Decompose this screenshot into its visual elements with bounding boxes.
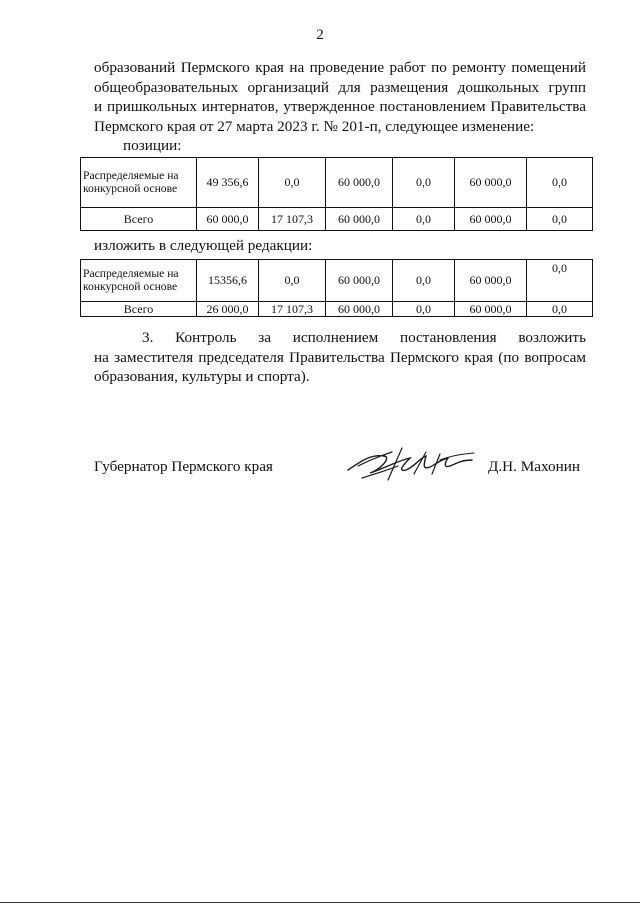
handwritten-signature (340, 440, 475, 490)
intro-line: общеобразовательных организаций для размещения дошкольных групп (94, 78, 586, 96)
intro-line: и пришкольных интернатов, утвержденное постановлением Правительства (94, 98, 586, 115)
table-cell: 17 107,3 (259, 208, 326, 231)
new-edition-label: изложить в следующей редакции: (94, 237, 313, 254)
table-cell: 60 000,0 (455, 208, 527, 231)
table-row (81, 208, 593, 231)
table-cell: Всего (81, 302, 197, 317)
positions-label: позиции: (123, 137, 182, 154)
table-row (81, 260, 593, 302)
point-3-line: образования, культуры и спорта). (94, 368, 310, 385)
point-3-line: 3. Контроль за исполнением постановления возложить (142, 329, 586, 346)
table-cell: 0,0 (527, 302, 593, 317)
page-number: 2 (316, 27, 324, 43)
table-cell: 60 000,0 (326, 158, 393, 208)
table-cell: Распределяемые на конкурсной основе (81, 158, 197, 208)
table-new-edition (80, 259, 593, 317)
table-old-positions (80, 157, 593, 231)
intro-line: Пермского края от 27 марта 2023 г. № 201-п, следующее изменение: (94, 117, 535, 135)
table-cell: 0,0 (393, 208, 455, 231)
point-3-paragraph (94, 328, 586, 387)
signatory-title: Губернатор Пермского края (94, 458, 273, 475)
table-cell: 26 000,0 (197, 302, 259, 317)
point-3-line: на заместителя председателя Правительства Пермского края (по вопросам (94, 348, 586, 366)
table-cell: 60 000,0 (455, 158, 527, 208)
page-bottom-border (0, 902, 640, 903)
table-cell: 0,0 (393, 260, 455, 302)
signatory-name: Д.Н. Махонин (488, 458, 580, 475)
table-cell: 60 000,0 (455, 260, 527, 302)
table-cell: 15356,6 (197, 260, 259, 302)
table-cell: 0,0 (393, 302, 455, 317)
table-cell: 60 000,0 (326, 260, 393, 302)
table-row (81, 302, 593, 317)
table-cell: 17 107,3 (259, 302, 326, 317)
table-cell: 49 356,6 (197, 158, 259, 208)
table-cell: 0,0 (527, 158, 593, 208)
table-cell: 0,0 (259, 158, 326, 208)
table-cell: Распределяемые на конкурсной основе (81, 260, 197, 302)
table-cell: Всего (81, 208, 197, 231)
table-cell: 0,0 (527, 260, 593, 302)
table-cell: 0,0 (259, 260, 326, 302)
table-cell: 0,0 (527, 208, 593, 231)
intro-line: образований Пермского края на проведение работ по ремонту помещений (94, 59, 586, 76)
table-cell: 60 000,0 (326, 302, 393, 317)
intro-paragraph (94, 58, 586, 136)
table-cell: 60 000,0 (455, 302, 527, 317)
table-row (81, 158, 593, 208)
table-cell: 0,0 (393, 158, 455, 208)
table-cell: 60 000,0 (326, 208, 393, 231)
table-cell: 60 000,0 (197, 208, 259, 231)
